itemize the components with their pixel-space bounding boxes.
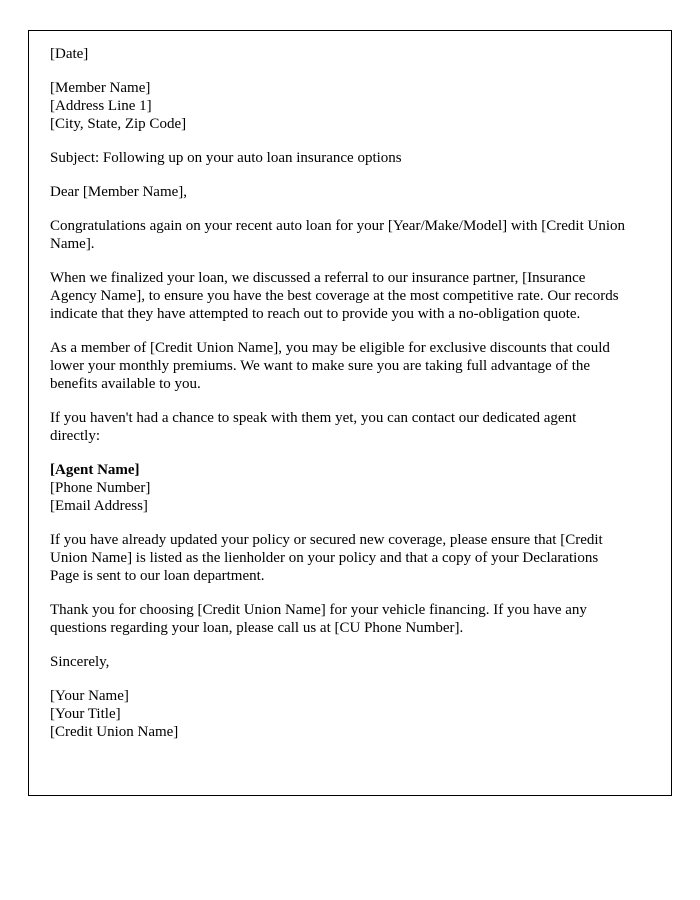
agent-phone: [Phone Number] (50, 480, 151, 496)
paragraph-6-text: Thank you for choosing [Credit Union Name] for your vehicle financing. If you have any questions regarding your loan, please call us at [CU Phone Number]. (50, 602, 587, 636)
date-line: [Date] (50, 46, 89, 62)
paragraph-1-text: Congratulations again on your recent auto loan for your [Year/Make/Model] with [Credit Union Name]. (50, 218, 626, 252)
signature-name: [Your Name] (50, 688, 129, 704)
recipient-block (50, 79, 628, 133)
agent-contact-block (50, 461, 628, 515)
paragraph-6 (50, 601, 628, 637)
agent-name: [Agent Name] (50, 462, 140, 478)
salutation: Dear [Member Name], (50, 184, 188, 200)
signature-org: [Credit Union Name] (50, 724, 179, 740)
letter-content (50, 45, 628, 741)
signature-title: [Your Title] (50, 706, 121, 722)
salutation-block (50, 183, 628, 201)
recipient-address-line1: [Address Line 1] (50, 98, 152, 114)
paragraph-1 (50, 217, 628, 253)
recipient-city-state-zip: [City, State, Zip Code] (50, 116, 187, 132)
closing: Sincerely, (50, 654, 110, 670)
paragraph-2 (50, 269, 628, 323)
recipient-name: [Member Name] (50, 80, 151, 96)
agent-email: [Email Address] (50, 498, 148, 514)
letter-frame (28, 30, 672, 796)
paragraph-3 (50, 339, 628, 393)
paragraph-4 (50, 409, 628, 445)
paragraph-4-text: If you haven't had a chance to speak with them yet, you can contact our dedicated agent directly: (50, 410, 577, 444)
subject-line: Subject: Following up on your auto loan insurance options (50, 150, 402, 166)
closing-block (50, 653, 628, 671)
paragraph-5-text: If you have already updated your policy or secured new coverage, please ensure that [Credit Union Name] is listed as the lienholder on your policy and that a copy of your Declarations Page is sent to our loan department. (50, 532, 603, 584)
subject-block (50, 149, 628, 167)
paragraph-3-text: As a member of [Credit Union Name], you may be eligible for exclusive discounts that could lower your monthly premiums. We want to make sure you are taking full advantage of the benefits available to you. (50, 340, 610, 392)
paragraph-2-text: When we finalized your loan, we discussed a referral to our insurance partner, [Insurance Agency Name], to ensure you have the best coverage at the most competitive rate. Our records indicate that they have attempted to reach out to provide you with a no-obligation quote. (50, 270, 619, 322)
signature-block (50, 687, 628, 741)
date-block (50, 45, 628, 63)
paragraph-5 (50, 531, 628, 585)
